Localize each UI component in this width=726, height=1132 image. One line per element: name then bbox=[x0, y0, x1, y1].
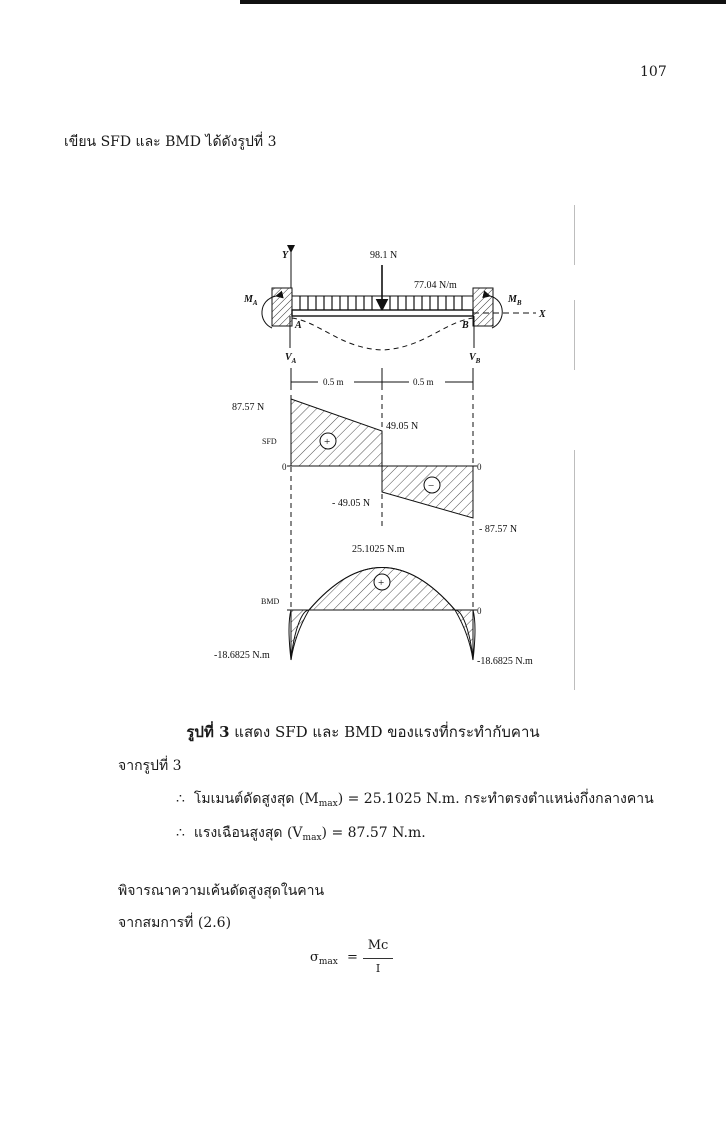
result-moment bbox=[176, 788, 654, 810]
result-shear-prefix: แรงเฉือนสูงสุด (V bbox=[193, 825, 303, 841]
left-wall bbox=[272, 288, 292, 326]
sfd-plus-sign: + bbox=[324, 436, 331, 448]
sfd-positive-area bbox=[291, 399, 382, 466]
caption-label: รูปที่ 3 bbox=[186, 723, 230, 741]
x-axis-label: X bbox=[539, 309, 546, 320]
bmd-zero-right: 0 bbox=[477, 606, 482, 616]
sfd-minus-sign: − bbox=[428, 480, 435, 492]
sfd-mid-bottom-value: - 49.05 N bbox=[332, 498, 371, 509]
result-moment-prefix: โมเมนต์ดัดสูงสุด (M bbox=[193, 791, 319, 807]
point-load-label: 98.1 N bbox=[370, 250, 398, 261]
moment-a-label: $M_A$ bbox=[244, 294, 258, 307]
point-a-label: A bbox=[295, 320, 302, 331]
bmd-peak-value: 25.1025 N.m bbox=[352, 544, 405, 555]
result-shear-sub: max bbox=[302, 833, 322, 843]
beam-diagram bbox=[0, 230, 726, 690]
beam bbox=[292, 310, 473, 316]
distributed-load-label: 77.04 N/m bbox=[414, 280, 457, 291]
result-moment-middle: ) = 25.1025 N.m. bbox=[337, 791, 460, 807]
sfd-label: SFD bbox=[262, 437, 277, 446]
sfd-right-value: - 87.57 N bbox=[479, 524, 518, 535]
bmd-left-negative-area bbox=[291, 610, 309, 660]
equals-sign: = bbox=[347, 950, 358, 965]
bmd-label: BMD bbox=[261, 597, 280, 606]
right-wall bbox=[473, 288, 493, 326]
sfd-zero-right: 0 bbox=[477, 462, 482, 472]
deflection-curve bbox=[292, 318, 473, 350]
from-figure: จากรูปที่ 3 bbox=[118, 758, 182, 774]
y-axis-label: Y bbox=[282, 250, 289, 261]
result-moment-suffix: กระทำตรงตำแหน่งกึ่งกลางคาน bbox=[464, 791, 654, 807]
sigma-sub: max bbox=[318, 957, 338, 967]
sfd-left-value: 87.57 N bbox=[232, 402, 265, 413]
result-shear bbox=[176, 822, 426, 844]
result-shear-middle: ) = 87.57 N.m. bbox=[321, 825, 426, 841]
top-rule bbox=[240, 0, 726, 4]
bmd-right-negative-area bbox=[455, 610, 473, 660]
moment-b-label: $M_B$ bbox=[508, 294, 522, 307]
reaction-a-label: $V_A$ bbox=[285, 352, 297, 365]
intro-text: เขียน SFD และ BMD ได้ดังรูปที่ 3 bbox=[64, 134, 277, 150]
bmd-right-value: -18.6825 N.m bbox=[477, 656, 533, 667]
page-number: 107 bbox=[640, 64, 667, 80]
point-b-label: B bbox=[462, 320, 469, 331]
therefore-symbol: ∴ bbox=[176, 825, 185, 841]
formula-numerator: Mc bbox=[367, 938, 389, 953]
sigma-char: σ bbox=[310, 950, 319, 965]
result-moment-sub: max bbox=[318, 799, 338, 809]
dim-right-label: 0.5 m bbox=[413, 377, 434, 387]
dim-left-label: 0.5 m bbox=[323, 377, 344, 387]
sfd-mid-top-value: 49.05 N bbox=[386, 421, 419, 432]
bmd-left-value: -18.6825 N.m bbox=[214, 650, 270, 661]
bmd-plus-sign: + bbox=[378, 577, 385, 589]
caption-text: แสดง SFD และ BMD ของแรงที่กระทำกับคาน bbox=[234, 723, 540, 741]
from-equation: จากสมการที่ (2.6) bbox=[118, 915, 232, 931]
sfd-zero-left: 0 bbox=[282, 462, 287, 472]
consider-text: พิจารณาความเค้นดัดสูงสุดในคาน bbox=[118, 883, 325, 899]
reaction-b-label: $V_B$ bbox=[469, 352, 481, 365]
therefore-symbol: ∴ bbox=[176, 791, 185, 807]
sigma-symbol bbox=[310, 950, 338, 967]
formula-denominator: I bbox=[375, 962, 381, 975]
fraction-bar bbox=[363, 958, 393, 959]
figure-caption bbox=[0, 720, 726, 744]
